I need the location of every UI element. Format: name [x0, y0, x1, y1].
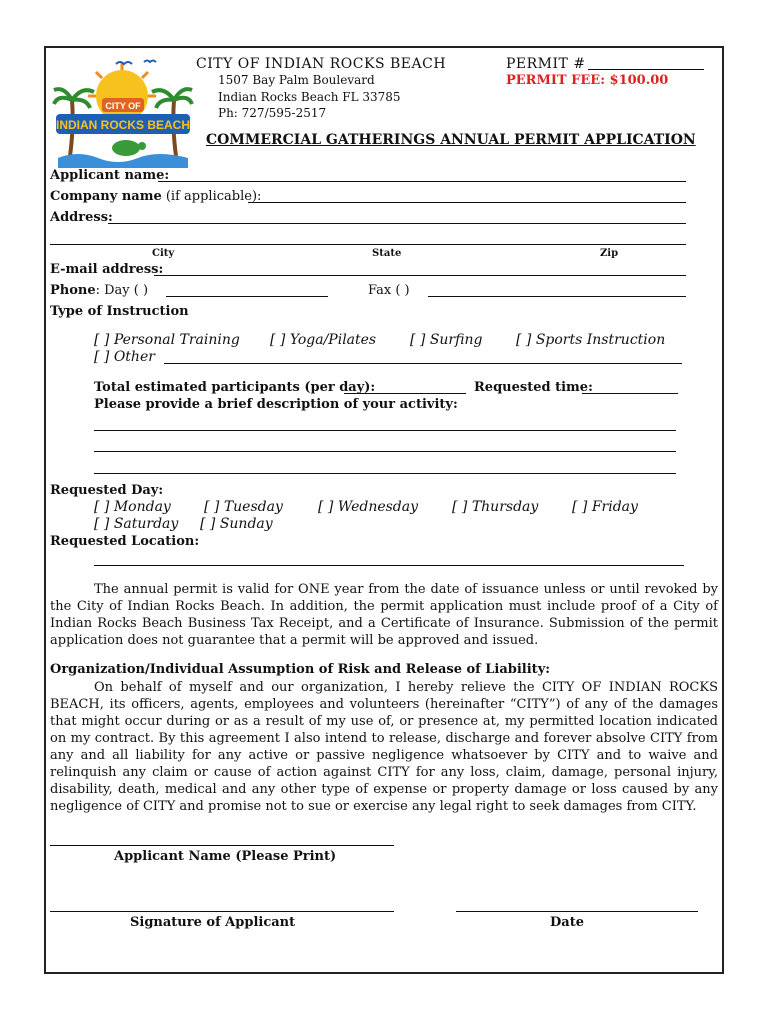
address-city-state-zip-field[interactable] [50, 244, 686, 245]
day-monday[interactable]: [ ] Monday [94, 499, 171, 515]
fax-label: Fax ( ) [368, 283, 410, 298]
applicant-name-print-field[interactable] [50, 845, 394, 846]
other-instruction-field[interactable] [164, 363, 682, 364]
svg-text:INDIAN ROCKS BEACH: INDIAN ROCKS BEACH [55, 118, 191, 132]
address-line-2: Indian Rocks Beach FL 33785 [218, 90, 401, 104]
day-saturday[interactable]: [ ] Saturday [94, 516, 179, 532]
phone-label: Phone: Day ( ) [50, 283, 149, 298]
signature-caption: Signature of Applicant [130, 915, 296, 930]
permit-number-label: PERMIT # [506, 56, 586, 72]
city-caption: City [152, 248, 175, 259]
phone-number: Ph: 727/595-2517 [218, 106, 327, 120]
day-friday[interactable]: [ ] Friday [572, 499, 638, 515]
address-label: Address: [50, 210, 113, 225]
zip-caption: Zip [600, 248, 619, 259]
company-name-field[interactable] [248, 202, 686, 203]
address-line-1: 1507 Bay Palm Boulevard [218, 73, 375, 87]
option-other[interactable]: [ ] Other [94, 349, 155, 365]
requested-location-field[interactable] [94, 565, 684, 566]
requested-time-field[interactable] [582, 393, 678, 394]
participants-field[interactable] [344, 393, 466, 394]
liability-paragraph: On behalf of myself and our organization, I hereby relieve the CITY OF INDIAN ROCKS BEACH, its officers, agents, employees and volunteers (hereinafter “CITY”) of any of the damages that might occur during or as a result of my use of, or presence at, my permitted location indicated on my contract. By this agreement I also intend to release, discharge and forever absolve CITY from any and all liability for any active or passive negligence whatsoever by CITY and to waive and relinquish any claim or cause of action against CITY for any loss, claim, damage, personal injury, disability, death, medical and any other type of expense or property damage or loss caused by any negligence of CITY and promise not to sue or exercise any legal right to seek damages from CITY. [50, 680, 718, 814]
day-wednesday[interactable]: [ ] Wednesday [318, 499, 419, 515]
description-line-3[interactable] [94, 473, 676, 474]
option-yoga-pilates[interactable]: [ ] Yoga/Pilates [270, 332, 377, 348]
participants-label: Total estimated participants (per day): [94, 380, 376, 395]
email-field[interactable] [154, 275, 686, 276]
logo-bird-icon [116, 62, 132, 64]
requested-day-label: Requested Day: [50, 483, 164, 498]
liability-heading: Organization/Individual Assumption of Risk and Release of Liability: [50, 662, 551, 677]
option-sports-instruction[interactable]: [ ] Sports Instruction [516, 332, 666, 348]
signature-field[interactable] [50, 911, 394, 912]
option-surfing[interactable]: [ ] Surfing [410, 332, 483, 348]
type-of-instruction-label: Type of Instruction [50, 304, 189, 319]
applicant-name-print-caption: Applicant Name (Please Print) [114, 849, 337, 864]
description-line-2[interactable] [94, 451, 676, 452]
city-name: CITY OF INDIAN ROCKS BEACH [196, 56, 447, 72]
date-field[interactable] [456, 911, 698, 912]
applicant-name-label: Applicant name: [50, 168, 170, 183]
validity-paragraph: The annual permit is valid for ONE year from the date of issuance unless or until revoked by the City of Indian Rocks Beach. In addition, the permit application must include proof of a City of Indian Rocks Beach Business Tax Receipt, and a Certificate of Insurance. Submission of the permit application does not guarantee that a permit will be approved and issued. [50, 582, 718, 648]
fax-field[interactable] [428, 296, 686, 297]
address-field[interactable] [108, 223, 686, 224]
day-thursday[interactable]: [ ] Thursday [452, 499, 539, 515]
form-title: COMMERCIAL GATHERINGS ANNUAL PERMIT APPLICATION [206, 132, 696, 148]
day-tuesday[interactable]: [ ] Tuesday [204, 499, 283, 515]
requested-time-label: Requested time: [474, 380, 593, 395]
email-label: E-mail address: [50, 262, 164, 277]
permit-fee: PERMIT FEE: $100.00 [506, 73, 669, 88]
description-label: Please provide a brief description of your activity: [94, 397, 458, 412]
state-caption: State [372, 248, 402, 259]
svg-text:CITY OF: CITY OF [105, 101, 141, 111]
requested-location-label: Requested Location: [50, 534, 200, 549]
date-caption: Date [550, 915, 584, 930]
company-name-label: Company name (if applicable): [50, 189, 262, 204]
applicant-name-field[interactable] [158, 181, 686, 182]
phone-day-field[interactable] [166, 296, 328, 297]
option-personal-training[interactable]: [ ] Personal Training [94, 332, 240, 348]
logo-turtle-icon [112, 140, 146, 156]
day-sunday[interactable]: [ ] Sunday [200, 516, 273, 532]
permit-number-field[interactable] [588, 69, 704, 70]
description-line-1[interactable] [94, 430, 676, 431]
city-logo [52, 58, 194, 168]
